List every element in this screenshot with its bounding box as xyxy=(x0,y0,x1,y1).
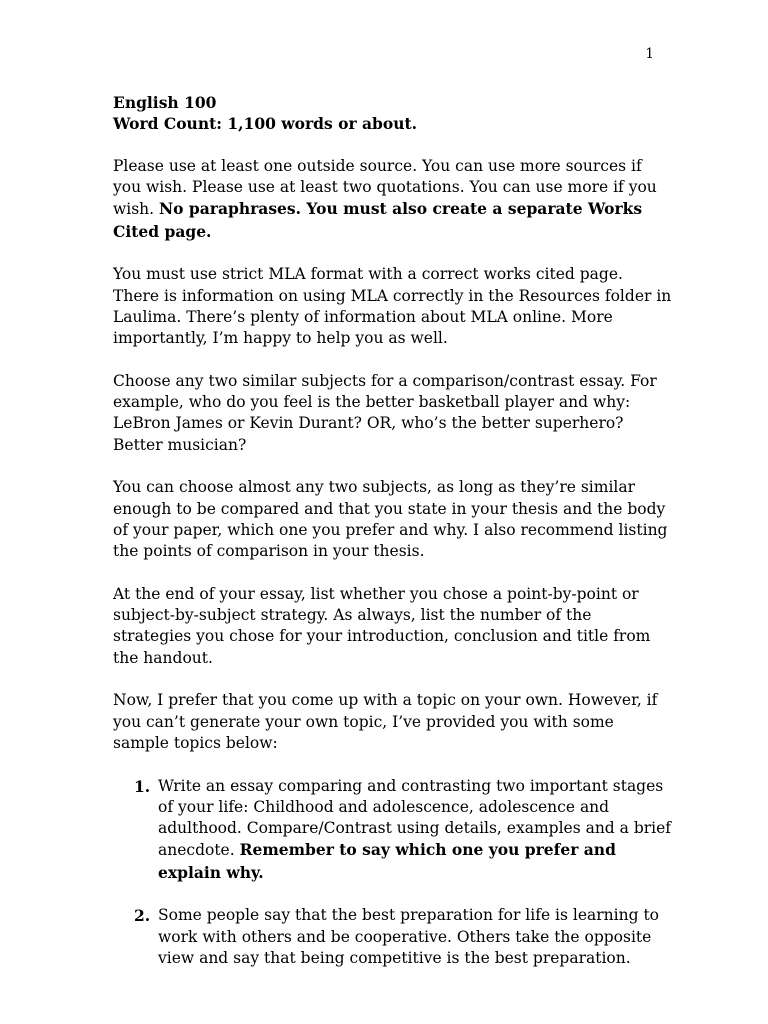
sample-topics-list xyxy=(113,776,673,970)
list-item-text: Write an essay comparing and contrasting two important stages of your life: Childhood and adolescence, adolescence and adulthood. Compare/Contrast using details, examples and a brief anecdote. xyxy=(158,776,672,860)
paragraph-choose: You can choose almost any two subjects, as long as they’re similar enough to be compared and that you state in your thesis and the body of your paper, which one you prefer and why. I also recommend listing the points of comparison in your thesis. xyxy=(113,478,668,561)
list-item-number: 2. xyxy=(134,906,151,926)
page-number: 1 xyxy=(645,46,654,62)
word-count: Word Count: 1,100 words or about. xyxy=(113,114,418,134)
list-item xyxy=(113,776,673,884)
document-body xyxy=(113,92,673,990)
list-item-bold-text: Remember to say which one you prefer and explain why. xyxy=(158,840,616,882)
list-item-number: 1. xyxy=(134,776,151,796)
course-title: English 100 xyxy=(113,93,217,112)
paragraph-subjects: Choose any two similar subjects for a comparison/contrast essay. For example, who do you feel is the better basketball player and why: LeBron James or Kevin Durant? OR, who’s the better superhero? Better musician? xyxy=(113,371,657,454)
paragraph-topic-intro: Now, I prefer that you come up with a topic on your own. However, if you can’t generate your own topic, I’ve provided you with some sample topics below: xyxy=(113,691,658,752)
paragraph-sources xyxy=(113,156,673,243)
paragraph-mla: You must use strict MLA format with a correct works cited page. There is information on using MLA correctly in the Resources folder in Laulima. There’s plenty of information about MLA online. More importantly, I’m happy to help you as well. xyxy=(113,265,672,348)
list-item xyxy=(113,905,673,969)
paragraph-strategy: At the end of your essay, list whether you chose a point-by-point or subject-by-subject strategy. As always, list the number of the strategies you chose for your introduction, conclusion and title from the handout. xyxy=(113,584,651,667)
list-item-text: Some people say that the best preparation for life is learning to work with others and be cooperative. Others take the opposite view and say that being competitive is the best preparation. xyxy=(158,906,660,967)
document-header xyxy=(113,92,673,135)
paragraph-sources-text: Please use at least one outside source. You can use more sources if you wish. Please use at least two quotations. You can use more if you wish. xyxy=(113,156,657,219)
paragraph-sources-bold: No paraphrases. You must also create a separate Works Cited page. xyxy=(113,199,643,241)
